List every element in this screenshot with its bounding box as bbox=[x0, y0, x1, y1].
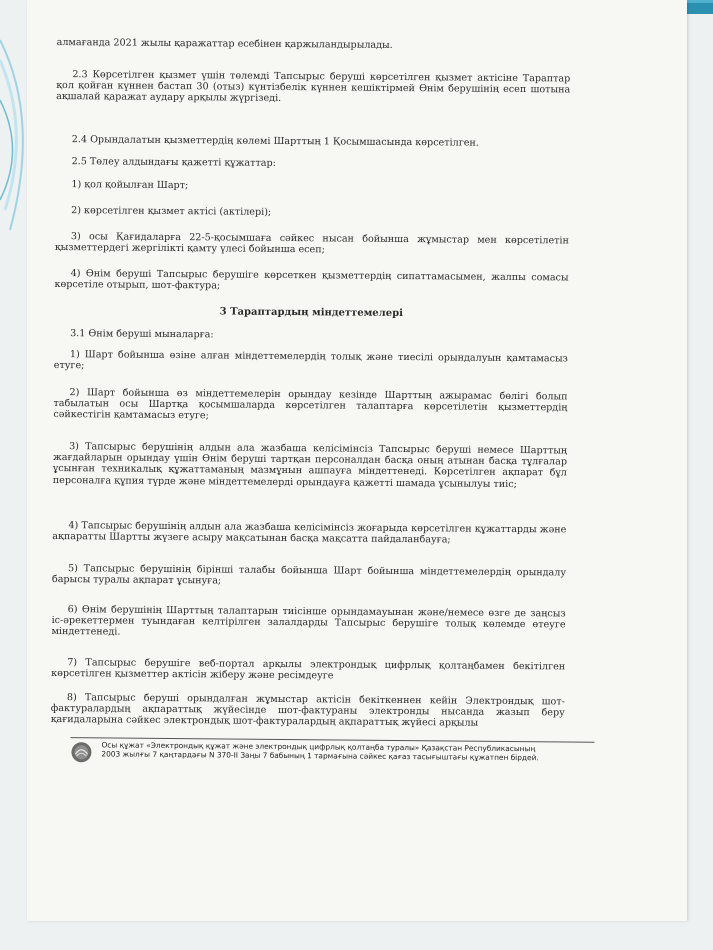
section-title: 3 Тараптардың міндеттемелері bbox=[219, 306, 403, 320]
list-item: 3) Тапсырыс берушінің алдын ала жазбаша келісімінсіз Тапсырыс беруші немесе Шарттың жағдайларын орындау үшін Өнім беруші тартқан персоналдан басқа оның атынан басқа тұлғалар ұсынған техникалық құжаттаманың мазмұнын ашпауға міндеттенеді. Көрсетілген ақпарат бұл персоналға құпия түрде және міндеттемелерді орындауға қажетті шамада ұсынылуы тиіс; bbox=[52, 441, 568, 490]
intro-tail: алмағанда 2021 жылы қаражаттар есебінен қаржыландырылады. bbox=[56, 36, 393, 51]
footer-text: Осы құжат «Электрондық құжат және электрондық цифрлық қолтаңба туралы» Қазақстан Республикасының 2003 жылғы 7 қаңтардағы N 370-II Заңы 7 бабының 1 тармағына сәйкес қағаз тасығыштағы құжатпен бірдей. bbox=[101, 740, 539, 763]
clause-2-4: 2.4 Орындалатын қызметтердің көлемі Шарттың 1 Қосымшасында көрсетілген. bbox=[71, 134, 479, 149]
document-page bbox=[27, 0, 687, 921]
list-item: 2) Шарт бойынша өз міндеттемелерін орындау кезінде Шарттың ажырамас бөлігі болып табылатын осы Шартқа қосымшаларда көрсетілген талаптарға көрсетілетін қызметтердің сәйкестігін қамтамасыз етуге; bbox=[53, 387, 568, 422]
list-item: 8) Тапсырыс беруші орындалған жұмыстар актісін бекіткеннен кейін Электрондық шот-фактуралардың ақпараттық жүйесінде шот-фактураны электронды нысанда жазып беру қағидаларына сәйкес электрондық шот-фактуралардың ақпараттық жүйесі арқылы bbox=[50, 692, 565, 730]
list-item: 1) Шарт бойынша өзіне алған міндеттемелердің толық және тиесілі орындалуын қамтамасыз етуге; bbox=[53, 349, 568, 372]
list-item: 6) Өнім берушінің Шарттың талаптарын тиісінше орындамауынан және/немесе өзге де заңсыз іс-әрекеттермен туындаған келтірілген залалдарды Тапсырыс берушіге толық көлемде өтеуге міндеттенеді. bbox=[51, 604, 566, 638]
list-item: 1) қол қойылған Шарт; bbox=[71, 179, 189, 192]
list-item: 2) көрсетілген қызмет актісі (актілері); bbox=[71, 205, 272, 218]
seal-icon bbox=[70, 741, 92, 763]
list-item: 4) Тапсырыс берушінің алдын ала жазбаша келісімінсіз жоғарыда көрсетілген құжаттарды және ақпаратты Шартты жүзеге асыру мақсатынан басқа мақсатта пайдаланбауға; bbox=[52, 520, 567, 546]
clause-3-1: 3.1 Өнім беруші мыналарға: bbox=[70, 328, 214, 341]
list-item: 4) Өнім беруші Тапсырыс берушіге көрсеткен қызметтердің сипаттамасымен, жалпы сомасы көрсетіле отырып, шот-фактура; bbox=[54, 268, 569, 292]
list-item: 7) Тапсырыс берушіге веб-портал арқылы электрондық цифрлық қолтаңбамен бекітілген көрсетілген қызметтер актісін жіберу және ресімдеуге bbox=[51, 657, 566, 682]
list-item: 5) Тапсырыс берушінің бірінші талабы бойынша Шарт бойынша міндеттемелердің орындалу барысы туралы ақпарат ұсынуға; bbox=[51, 563, 567, 587]
clause-2-3: 2.3 Көрсетілген қызмет үшін төлемді Тапсырыс беруші көрсетілген қызмет актісіне Тараптар қол қойған күннен бастап 30 (отыз) күнтізбелік күннен кешіктірмей Өнім берушінің есеп шотына ақшалай қаражат аудару арқылы жүргізеді. bbox=[56, 69, 571, 105]
list-item: 3) осы Қағидаларға 22-5-қосымшаға сәйкес нысан бойынша жұмыстар мен көрсетілетін қызметтердегі жергілікті қамту үлесі бойынша есеп; bbox=[54, 231, 569, 256]
footer-note bbox=[71, 729, 595, 763]
clause-2-5: 2.5 Төлеу алдындағы қажетті құжаттар: bbox=[71, 156, 276, 169]
page-content bbox=[50, 0, 571, 763]
